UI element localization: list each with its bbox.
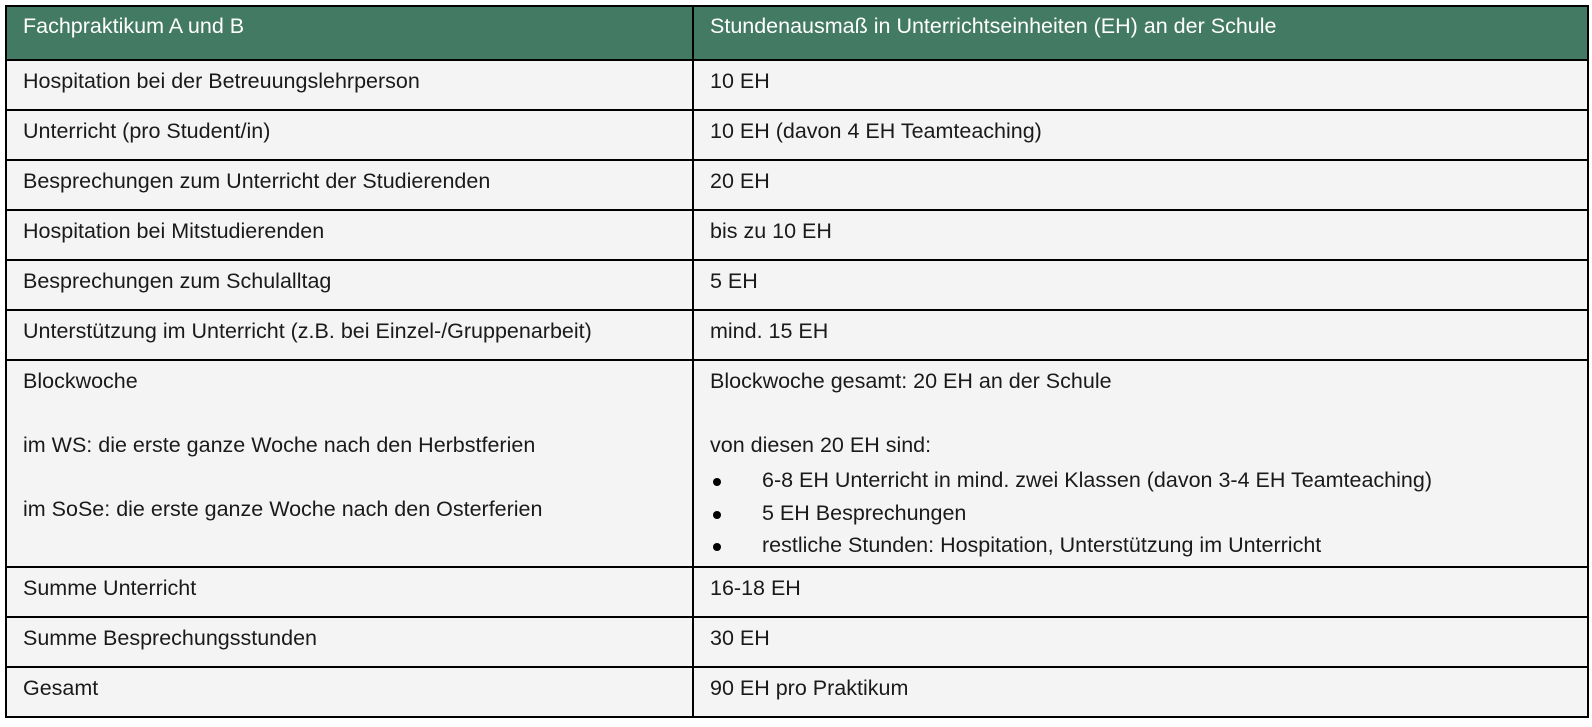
row-value: bis zu 10 EH bbox=[693, 210, 1588, 260]
row-label: Besprechungen zum Schulalltag bbox=[6, 260, 693, 310]
list-item bbox=[710, 464, 1571, 497]
table-row bbox=[6, 60, 1588, 110]
bullet-icon bbox=[713, 478, 721, 486]
table-row bbox=[6, 210, 1588, 260]
blockwoche-sose: im SoSe: die erste ganze Woche nach den Osterferien bbox=[23, 497, 543, 521]
table-row bbox=[6, 310, 1588, 360]
table-row bbox=[6, 617, 1588, 667]
spacer bbox=[23, 458, 676, 496]
row-value: 10 EH (davon 4 EH Teamteaching) bbox=[693, 110, 1588, 160]
bullet-text: restliche Stunden: Hospitation, Unterstützung im Unterricht bbox=[762, 533, 1322, 557]
summary-value: 16-18 EH bbox=[693, 567, 1588, 617]
blockwoche-total: Blockwoche gesamt: 20 EH an der Schule bbox=[710, 369, 1112, 393]
summary-label: Summe Besprechungsstunden bbox=[6, 617, 693, 667]
spacer bbox=[23, 394, 676, 432]
row-label: Unterstützung im Unterricht (z.B. bei Einzel-/Gruppenarbeit) bbox=[6, 310, 693, 360]
summary-label: Gesamt bbox=[6, 667, 693, 717]
blockwoche-intro: von diesen 20 EH sind: bbox=[710, 433, 932, 457]
bullet-icon bbox=[713, 511, 721, 519]
blockwoche-bullet-list bbox=[710, 464, 1571, 562]
list-item bbox=[710, 529, 1571, 562]
table-row bbox=[6, 160, 1588, 210]
list-item bbox=[710, 497, 1571, 530]
summary-value: 90 EH pro Praktikum bbox=[693, 667, 1588, 717]
bullet-text: 6-8 EH Unterricht in mind. zwei Klassen (davon 3-4 EH Teamteaching) bbox=[762, 468, 1432, 492]
blockwoche-label-cell bbox=[6, 360, 693, 567]
row-label: Unterricht (pro Student/in) bbox=[6, 110, 693, 160]
summary-value: 30 EH bbox=[693, 617, 1588, 667]
practicum-hours-table bbox=[5, 5, 1589, 718]
header-practicum: Fachpraktikum A und B bbox=[6, 6, 693, 60]
header-hours: Stundenausmaß in Unterrichtseinheiten (EH) an der Schule bbox=[693, 6, 1588, 60]
bullet-text: 5 EH Besprechungen bbox=[762, 500, 967, 525]
row-value: 5 EH bbox=[693, 260, 1588, 310]
table-row bbox=[6, 110, 1588, 160]
summary-label: Summe Unterricht bbox=[6, 567, 693, 617]
spacer bbox=[710, 394, 1571, 432]
row-value: mind. 15 EH bbox=[693, 310, 1588, 360]
table-row bbox=[6, 260, 1588, 310]
blockwoche-value-cell bbox=[693, 360, 1588, 567]
row-label: Hospitation bei Mitstudierenden bbox=[6, 210, 693, 260]
table-header-row bbox=[6, 6, 1588, 60]
blockwoche-row bbox=[6, 360, 1588, 567]
row-value: 20 EH bbox=[693, 160, 1588, 210]
bullet-icon bbox=[713, 543, 721, 551]
row-label: Hospitation bei der Betreuungslehrperson bbox=[6, 60, 693, 110]
blockwoche-ws: im WS: die erste ganze Woche nach den Herbstferien bbox=[23, 433, 536, 457]
table-row bbox=[6, 667, 1588, 717]
row-label: Besprechungen zum Unterricht der Studierenden bbox=[6, 160, 693, 210]
table-row bbox=[6, 567, 1588, 617]
blockwoche-label: Blockwoche bbox=[23, 369, 138, 393]
row-value: 10 EH bbox=[693, 60, 1588, 110]
